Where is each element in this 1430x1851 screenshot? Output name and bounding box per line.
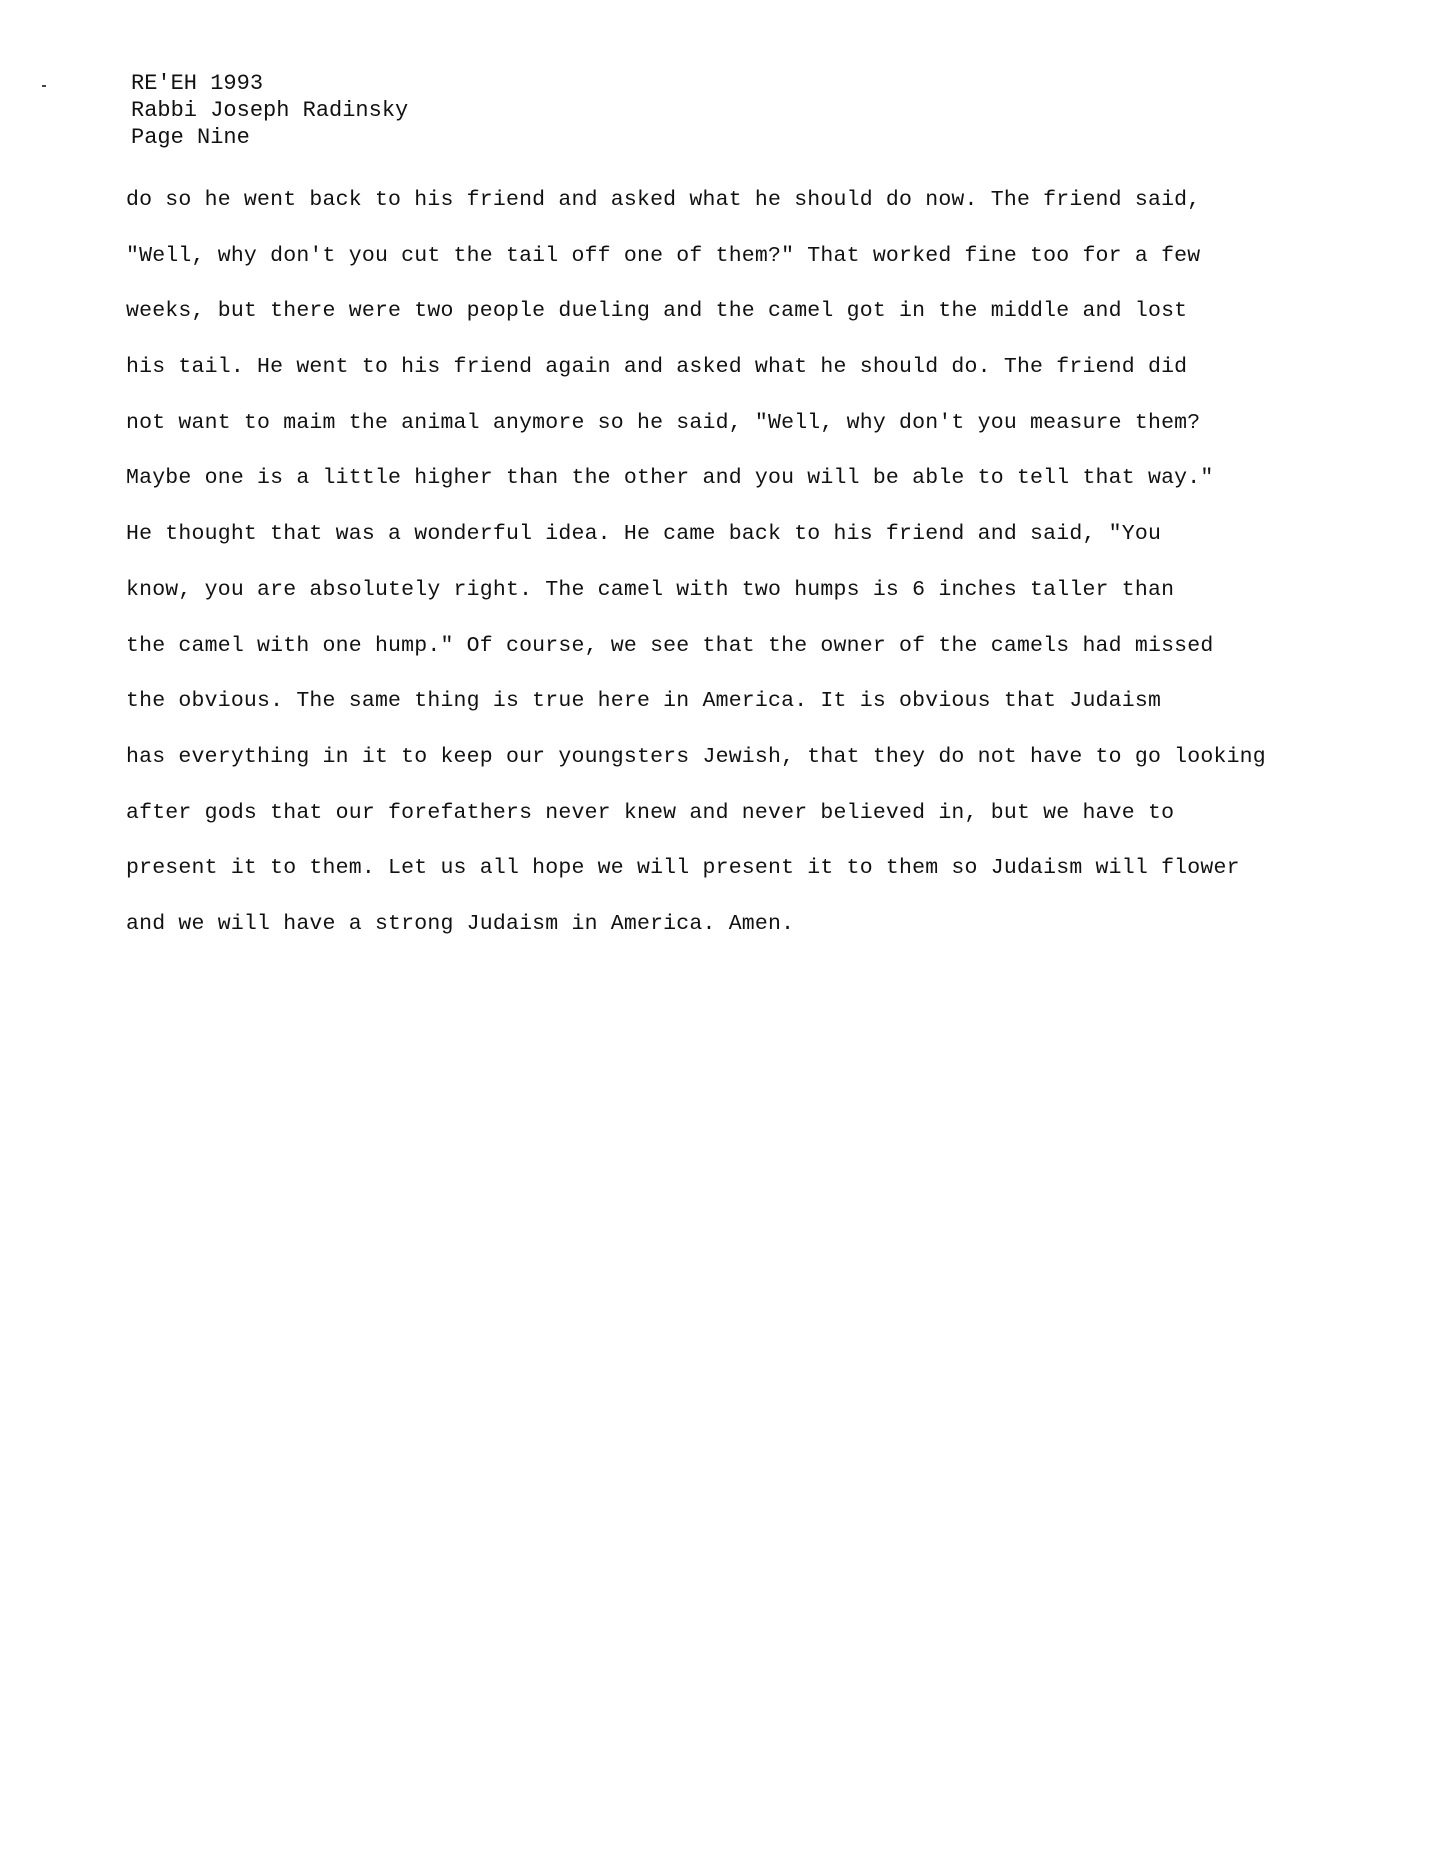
text-line: weeks, but there were two people dueling and the camel got in the middle and lost [126,299,1188,324]
text-line: know, you are absolutely right. The camel with two humps is 6 inches taller than [126,577,1175,602]
page-number: Page Nine [131,125,250,150]
document-title: RE'EH 1993 [131,71,264,96]
text-line: do so he went back to his friend and asked what he should do now. The friend said, [126,188,1201,212]
text-line: not want to maim the animal anymore so he said, "Well, why don't you measure them? [126,410,1201,435]
text-line: present it to them. Let us all hope we will present it to them so Judaism will flower [126,856,1240,881]
text-line: Maybe one is a little higher than the other and you will be able to tell that way." [126,466,1214,491]
sermon-body [126,185,1306,965]
document-header [131,70,408,151]
document-author: Rabbi Joseph Radinsky [131,98,409,123]
text-line: after gods that our forefathers never knew and never believed in, but we have to [126,800,1175,825]
text-line: the obvious. The same thing is true here in America. It is obvious that Judaism [126,689,1162,714]
stray-mark [42,85,46,87]
text-line: He thought that was a wonderful idea. He came back to his friend and said, "You [126,522,1162,547]
text-line: and we will have a strong Judaism in America. Amen. [126,911,795,936]
text-line: the camel with one hump." Of course, we see that the owner of the camels had missed [126,633,1214,658]
text-line: his tail. He went to his friend again and asked what he should do. The friend did [126,355,1188,380]
text-line: has everything in it to keep our youngsters Jewish, that they do not have to go looking [126,744,1266,769]
text-line: "Well, why don't you cut the tail off one of them?" That worked fine too for a few [126,243,1201,268]
